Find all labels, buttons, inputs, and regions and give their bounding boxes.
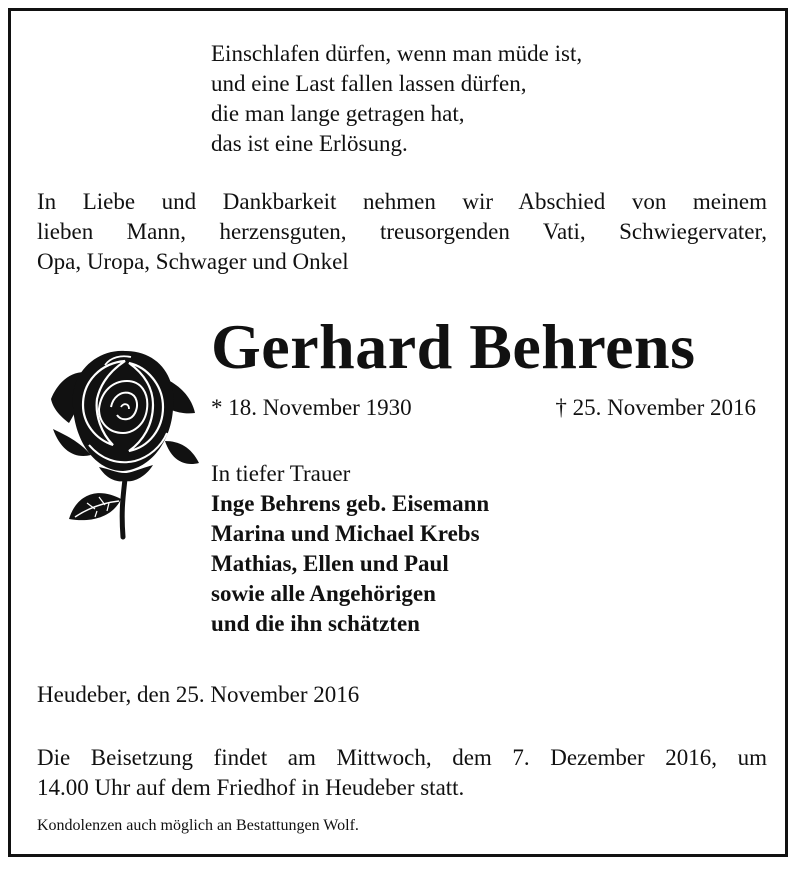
funeral-line: 14.00 Uhr auf dem Friedhof in Heudeber statt. — [37, 775, 465, 800]
funeral-info — [37, 743, 767, 803]
death-date: † 25. November 2016 — [555, 395, 756, 420]
poem-line: und eine Last fallen lassen dürfen, — [211, 71, 527, 96]
rose-icon — [39, 329, 199, 541]
deceased-name: Gerhard Behrens — [211, 311, 696, 382]
mourners-block — [211, 459, 489, 639]
mourner-line: und die ihn schätzten — [211, 611, 420, 636]
mourner-line: Marina und Michael Krebs — [211, 521, 480, 546]
obituary-frame — [8, 8, 788, 857]
farewell-line: In Liebe und Dankbarkeit nehmen wir Abschied von meinem — [37, 189, 767, 214]
mourner-line: Inge Behrens geb. Eisemann — [211, 491, 490, 516]
farewell-line: lieben Mann, herzensguten, treusorgenden Vati, Schwiegervater, — [37, 219, 767, 244]
mourning-intro: In tiefer Trauer — [211, 461, 351, 486]
place-date: Heudeber, den 25. November 2016 — [37, 682, 360, 707]
birth-date: * 18. November 1930 — [211, 395, 412, 420]
farewell-line: Opa, Uropa, Schwager und Onkel — [37, 249, 349, 274]
life-dates — [211, 393, 756, 423]
poem — [211, 39, 582, 159]
condolences-note: Kondolenzen auch möglich an Bestattungen Wolf. — [37, 817, 359, 834]
poem-line: Einschlafen dürfen, wenn man müde ist, — [211, 41, 583, 66]
poem-line: die man lange getragen hat, — [211, 101, 465, 126]
mourner-line: sowie alle Angehörigen — [211, 581, 436, 606]
poem-line: das ist eine Erlösung. — [211, 131, 408, 156]
farewell-text — [37, 187, 767, 277]
mourner-line: Mathias, Ellen und Paul — [211, 551, 449, 576]
funeral-line: Die Beisetzung findet am Mittwoch, dem 7. Dezember 2016, um — [37, 745, 767, 770]
